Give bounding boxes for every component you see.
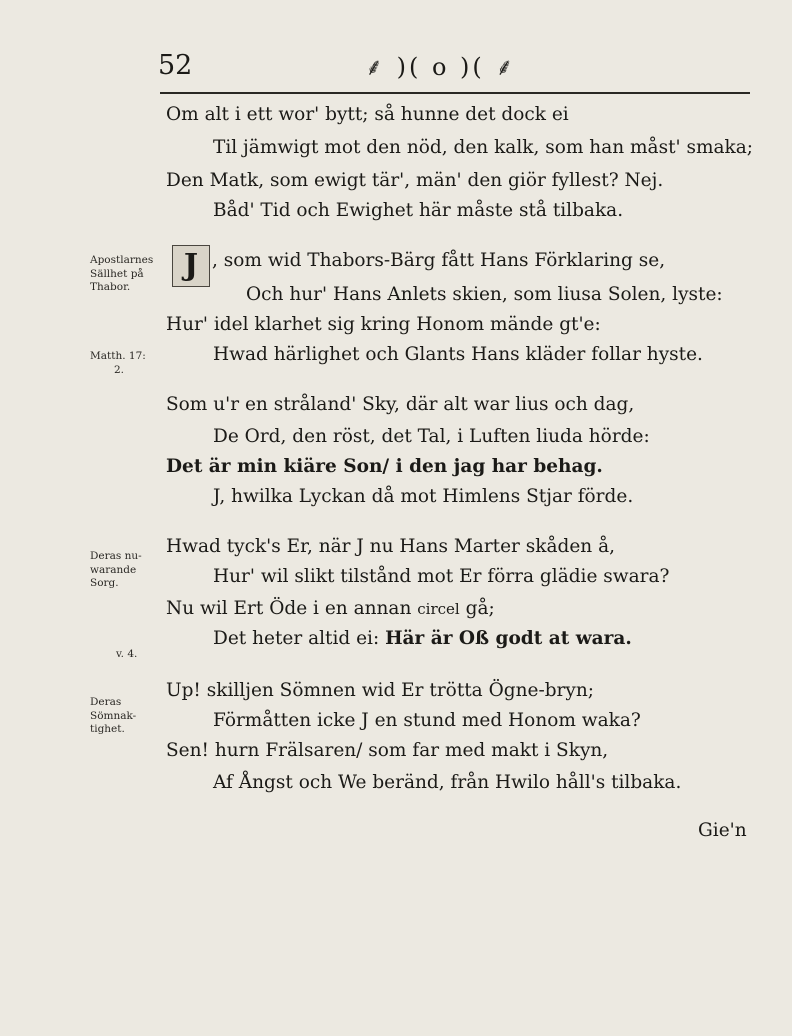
poem-line: Hur' idel klarhet sig kring Honom mände gt'e:	[166, 314, 601, 335]
poem-line: Förmåtten icke J en stund med Honom waka?	[213, 710, 641, 731]
margin-note-sorrow: Deras nu- warande Sorg.	[90, 550, 142, 589]
poem-line: Den Matk, som ewigt tär', män' den giör fyllest? Nej.	[166, 170, 664, 191]
poem-line: Hwad härlighet och Glants Hans kläder follar hyste.	[213, 344, 703, 365]
margin-note-sleepiness: Deras Sömnak- tighet.	[90, 696, 137, 735]
poem-line: Det heter altid ei: Här är Oß godt at wara.	[213, 628, 632, 649]
poem-line: J, hwilka Lyckan då mot Himlens Stjar förde.	[213, 486, 634, 507]
poem-line: Båd' Tid och Ewighet här måste stå tilbaka.	[213, 200, 624, 221]
margin-note-matthew: Matth. 17: 2.	[90, 350, 146, 376]
header-rule	[160, 92, 750, 94]
margin-note-verse: v. 4.	[116, 648, 138, 660]
poem-line: Sen! hurn Frälsaren/ som far med makt i Skyn,	[166, 740, 609, 761]
decorated-initial: J	[172, 245, 210, 287]
poem-line: Af Ångst och We beränd, från Hwilo håll's tilbaka.	[213, 772, 682, 793]
poem-line: Up! skilljen Sömnen wid Er trötta Ögne-bryn;	[166, 680, 595, 701]
header-ornament: ⸙ )( o )( ⸙	[365, 53, 517, 81]
poem-line: Nu wil Ert Öde i en annan circel gå;	[166, 598, 495, 619]
poem-line: Om alt i ett wor' bytt; så hunne det dock ei	[166, 104, 569, 125]
poem-line-emphasis: Det är min kiäre Son/ i den jag har behag.	[166, 456, 603, 477]
margin-note-apostles: Apostlarnes Sällhet på Thabor.	[90, 254, 154, 293]
poem-line: Och hur' Hans Anlets skien, som liusa Solen, lyste:	[246, 284, 723, 305]
poem-line: Til jämwigt mot den nöd, den kalk, som han måst' smaka;	[213, 137, 754, 158]
poem-line: , som wid Thabors-Bärg fått Hans Förklaring se,	[212, 250, 666, 271]
poem-line: Som u'r en stråland' Sky, där alt war lius och dag,	[166, 394, 635, 415]
page-number: 52	[158, 50, 193, 81]
poem-line: Hur' wil slikt tilstånd mot Er förra glädie swara?	[213, 566, 670, 587]
poem-line: Hwad tyck's Er, när J nu Hans Marter skåden å,	[166, 536, 615, 557]
catchword: Gie'n	[698, 820, 747, 841]
poem-line: De Ord, den röst, det Tal, i Luften liuda hörde:	[213, 426, 650, 447]
